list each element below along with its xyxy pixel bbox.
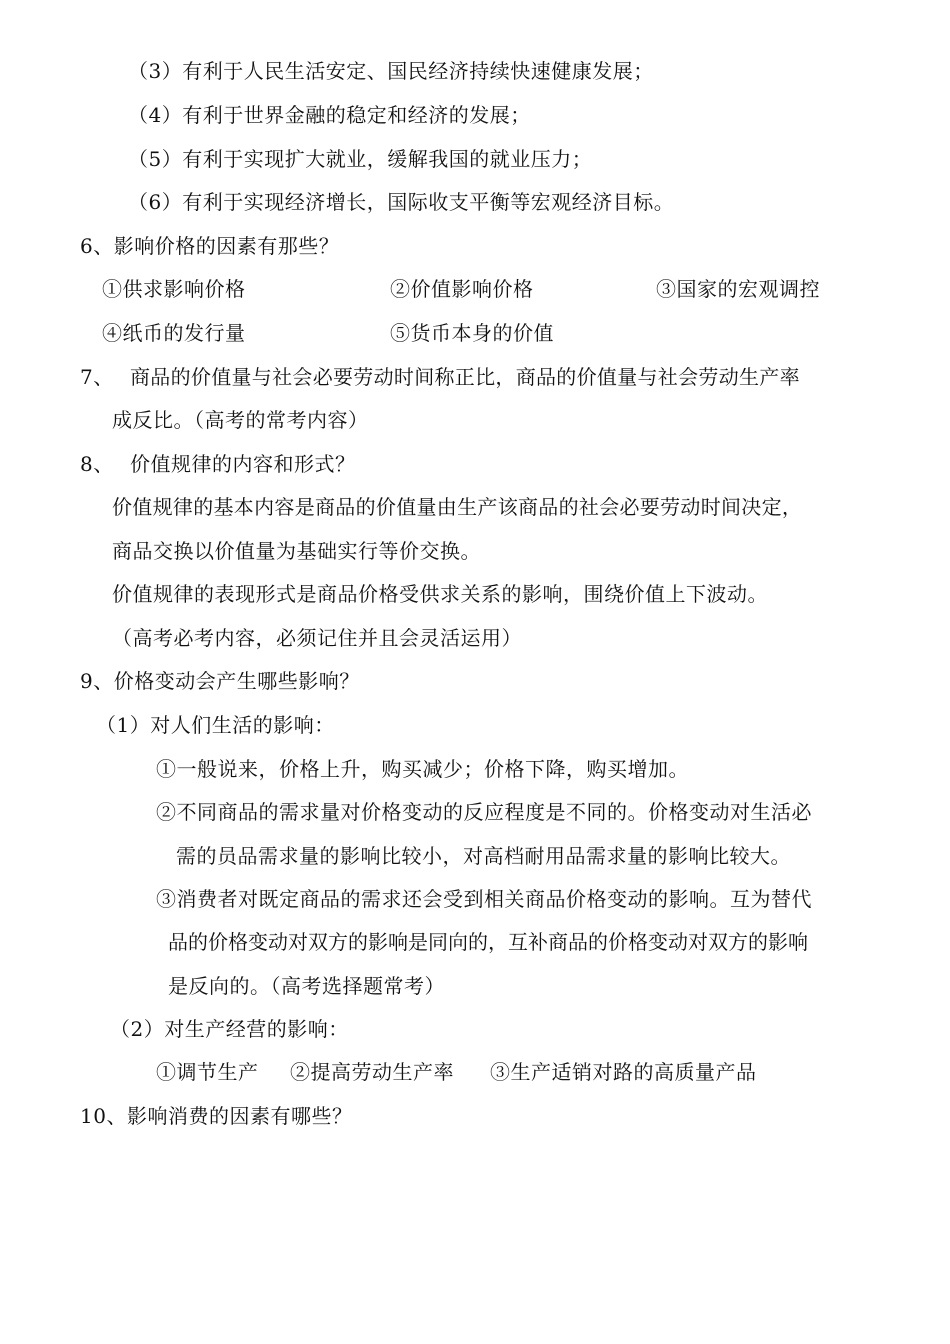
question-7-continuation: 成反比。（高考的常考内容）	[112, 408, 369, 432]
q9-section-2: （2）对生产经营的影响：	[110, 1017, 349, 1041]
q8-paragraph-1: 价值规律的基本内容是商品的价值量由生产该商品的社会必要劳动时间决定，	[112, 495, 803, 519]
question-8-number: 8、	[80, 452, 114, 476]
question-8-text: 价值规律的内容和形式？	[130, 452, 356, 476]
question-6: 6、影响价格的因素有那些？	[80, 234, 340, 258]
q9-s2-point-c: ③生产适销对路的高质量产品	[490, 1060, 757, 1084]
benefit-item-6: （6）有利于实现经济增长，国际收支平衡等宏观经济目标。	[128, 190, 675, 214]
question-7-number: 7、	[80, 365, 114, 389]
benefit-item-4: （4）有利于世界金融的稳定和经济的发展；	[128, 103, 531, 127]
q9-s1-point-b-line-1: ②不同商品的需求量对价格变动的反应程度是不同的。价格变动对生活必	[156, 800, 812, 824]
question-7-text: 商品的价值量与社会必要劳动时间称正比，商品的价值量与社会劳动生产率	[130, 365, 800, 389]
q9-s2-point-a: ①调节生产	[156, 1060, 259, 1084]
q9-s1-point-c-line-2: 品的价格变动对双方的影响是同向的，互补商品的价格变动对双方的影响	[168, 930, 808, 954]
q9-s2-point-b: ②提高劳动生产率	[290, 1060, 454, 1084]
q6-answer-1: ①供求影响价格	[102, 277, 246, 301]
question-9: 9、价格变动会产生哪些影响？	[80, 669, 360, 693]
q9-s1-point-c-line-3: 是反向的。（高考选择题常考）	[168, 974, 445, 998]
q6-answer-5: ⑤货币本身的价值	[390, 321, 554, 345]
q6-answer-2: ②价值影响价格	[390, 277, 534, 301]
q9-s1-point-c-line-1: ③消费者对既定商品的需求还会受到相关商品价格变动的影响。互为替代	[156, 887, 812, 911]
question-10: 10、影响消费的因素有哪些？	[80, 1104, 353, 1128]
q9-section-1: （1）对人们生活的影响：	[96, 713, 335, 737]
q8-paragraph-3: 价值规律的表现形式是商品价格受供求关系的影响，围绕价值上下波动。	[112, 582, 768, 606]
benefit-item-3: （3）有利于人民生活安定、国民经济持续快速健康发展；	[128, 59, 654, 83]
q9-s1-point-b-line-2: 需的员品需求量的影响比较小，对高档耐用品需求量的影响比较大。	[176, 844, 791, 868]
q8-paragraph-2: 商品交换以价值量为基础实行等价交换。	[112, 539, 481, 563]
q6-answer-3: ③国家的宏观调控	[656, 277, 820, 301]
q8-paragraph-4: （高考必考内容，必须记住并且会灵活运用）	[112, 626, 522, 650]
benefit-item-5: （5）有利于实现扩大就业，缓解我国的就业压力；	[128, 147, 593, 171]
q9-s1-point-a: ①一般说来，价格上升，购买减少；价格下降，购买增加。	[156, 757, 689, 781]
q6-answer-4: ④纸币的发行量	[102, 321, 246, 345]
